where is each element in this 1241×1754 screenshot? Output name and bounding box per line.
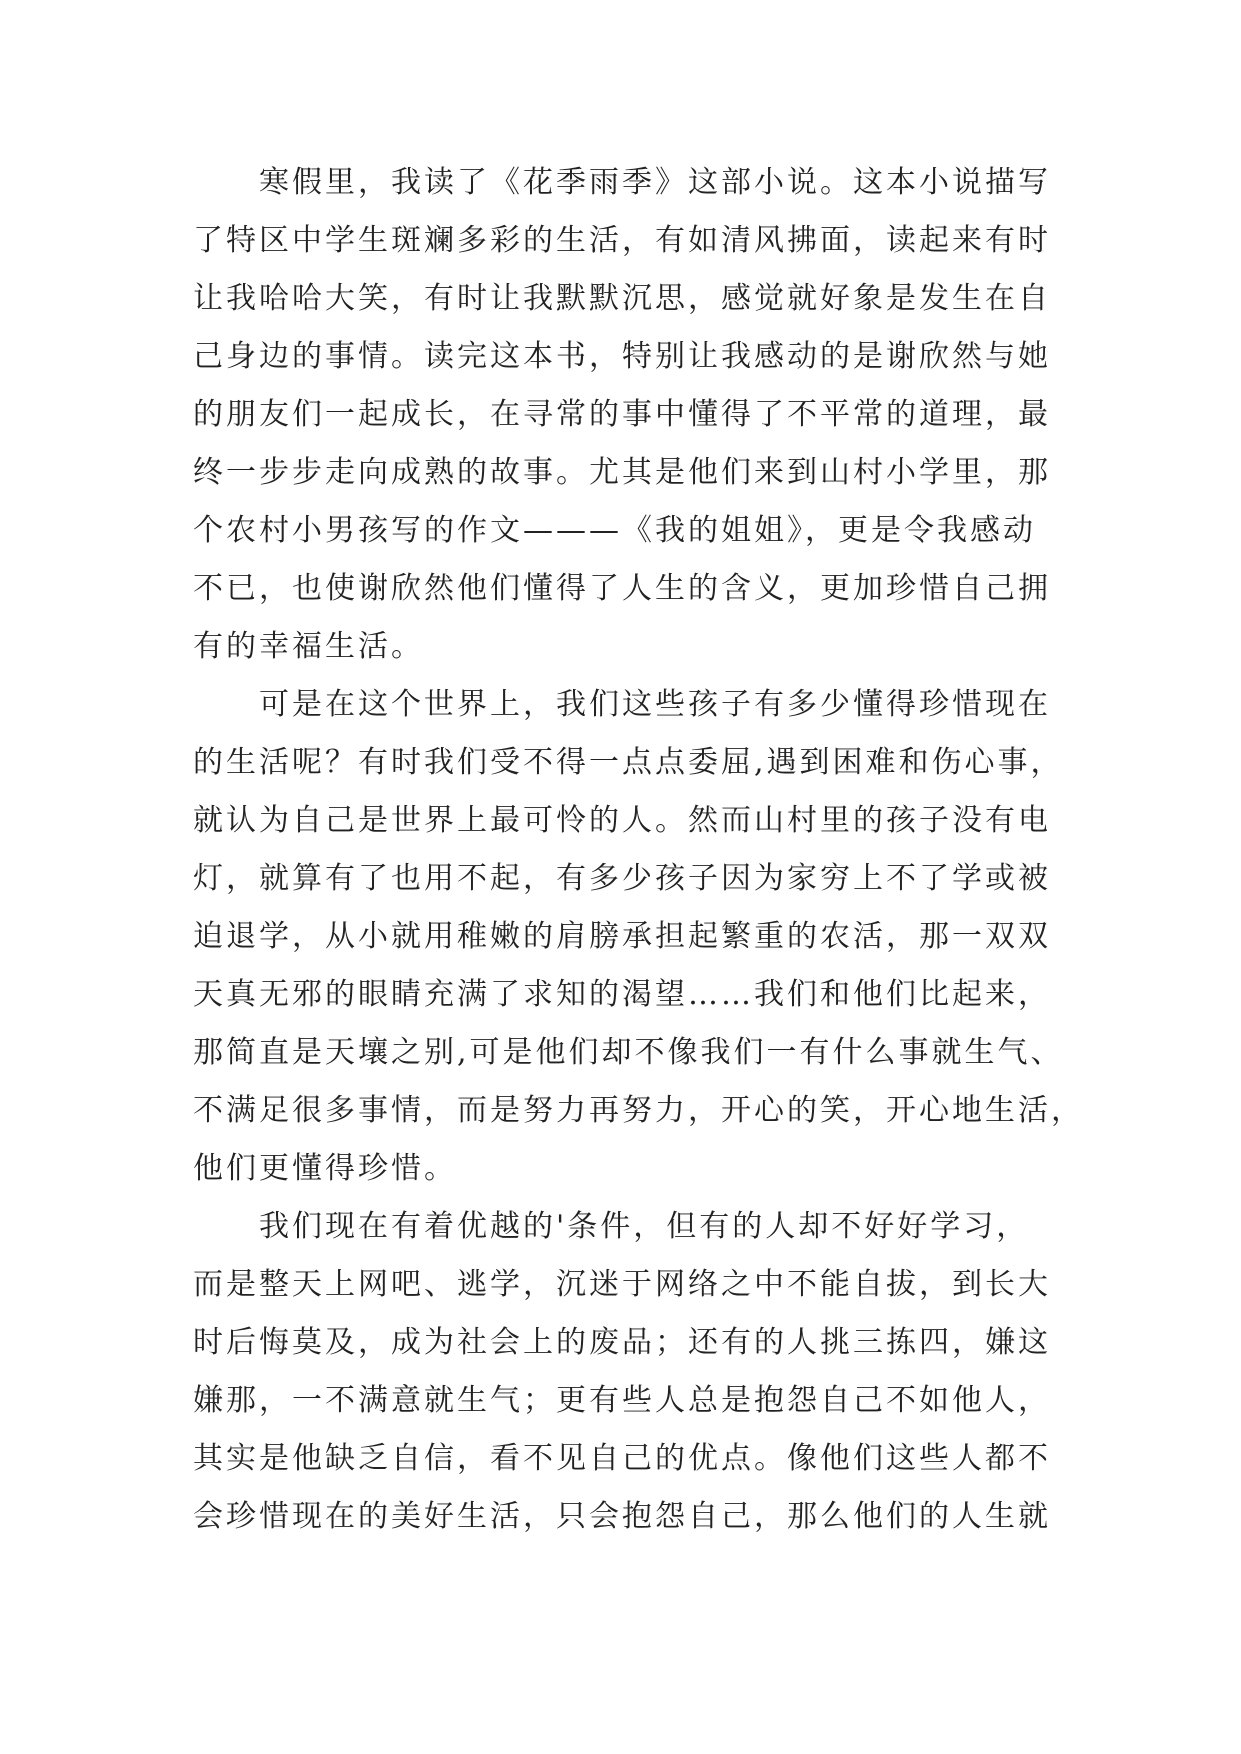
text-line: 就认为自己是世界上最可怜的人。然而山村里的孩子没有电	[193, 803, 1051, 838]
text-line: 不已，也使谢欣然他们懂得了人生的含义，更加珍惜自己拥	[193, 571, 1051, 606]
text-line: 了特区中学生斑斓多彩的生活，有如清风拂面，读起来有时	[193, 223, 1051, 258]
text-line: 那简直是天壤之别,可是他们却不像我们一有什么事就生气、	[193, 1035, 1064, 1070]
text-line: 让我哈哈大笑，有时让我默默沉思，感觉就好象是发生在自	[193, 281, 1051, 316]
text-line: 的生活呢？有时我们受不得一点点委屈,遇到困难和伤心事，	[193, 745, 1064, 780]
text-line: 终一步步走向成熟的故事。尤其是他们来到山村小学里，那	[193, 455, 1051, 490]
text-line: 时后悔莫及，成为社会上的废品；还有的人挑三拣四，嫌这	[193, 1325, 1051, 1360]
text-line: 灯，就算有了也用不起，有多少孩子因为家穷上不了学或被	[193, 861, 1051, 896]
text-line: 迫退学，从小就用稚嫩的肩膀承担起繁重的农活，那一双双	[193, 919, 1051, 954]
text-line: 寒假里，我读了《花季雨季》这部小说。这本小说描写	[259, 165, 1051, 200]
text-line: 他们更懂得珍惜。	[193, 1151, 457, 1186]
text-line: 可是在这个世界上，我们这些孩子有多少懂得珍惜现在	[259, 687, 1051, 722]
text-line: 我们现在有着优越的'条件，但有的人却不好好学习，	[259, 1209, 1030, 1244]
text-line: 其实是他缺乏自信，看不见自己的优点。像他们这些人都不	[193, 1441, 1051, 1476]
text-line: 嫌那，一不满意就生气；更有些人总是抱怨自己不如他人，	[193, 1383, 1051, 1418]
text-line: 不满足很多事情，而是努力再努力，开心的笑，开心地生活，	[193, 1093, 1084, 1128]
text-line: 个农村小男孩写的作文———《我的姐姐》，更是令我感动	[193, 513, 1036, 548]
text-line: 己身边的事情。读完这本书，特别让我感动的是谢欣然与她	[193, 339, 1051, 374]
document-body	[193, 154, 1084, 1546]
paragraph-1	[193, 154, 1073, 676]
text-line: 而是整天上网吧、逃学，沉迷于网络之中不能自拔，到长大	[193, 1267, 1051, 1302]
text-line: 的朋友们一起成长，在寻常的事中懂得了不平常的道理，最	[193, 397, 1051, 432]
paragraph-2	[193, 676, 1084, 1198]
paragraph-3	[193, 1198, 1073, 1546]
text-line: 天真无邪的眼睛充满了求知的渴望……我们和他们比起来，	[193, 977, 1051, 1012]
text-line: 有的幸福生活。	[193, 629, 424, 664]
text-line: 会珍惜现在的美好生活，只会抱怨自己，那么他们的人生就	[193, 1499, 1051, 1534]
